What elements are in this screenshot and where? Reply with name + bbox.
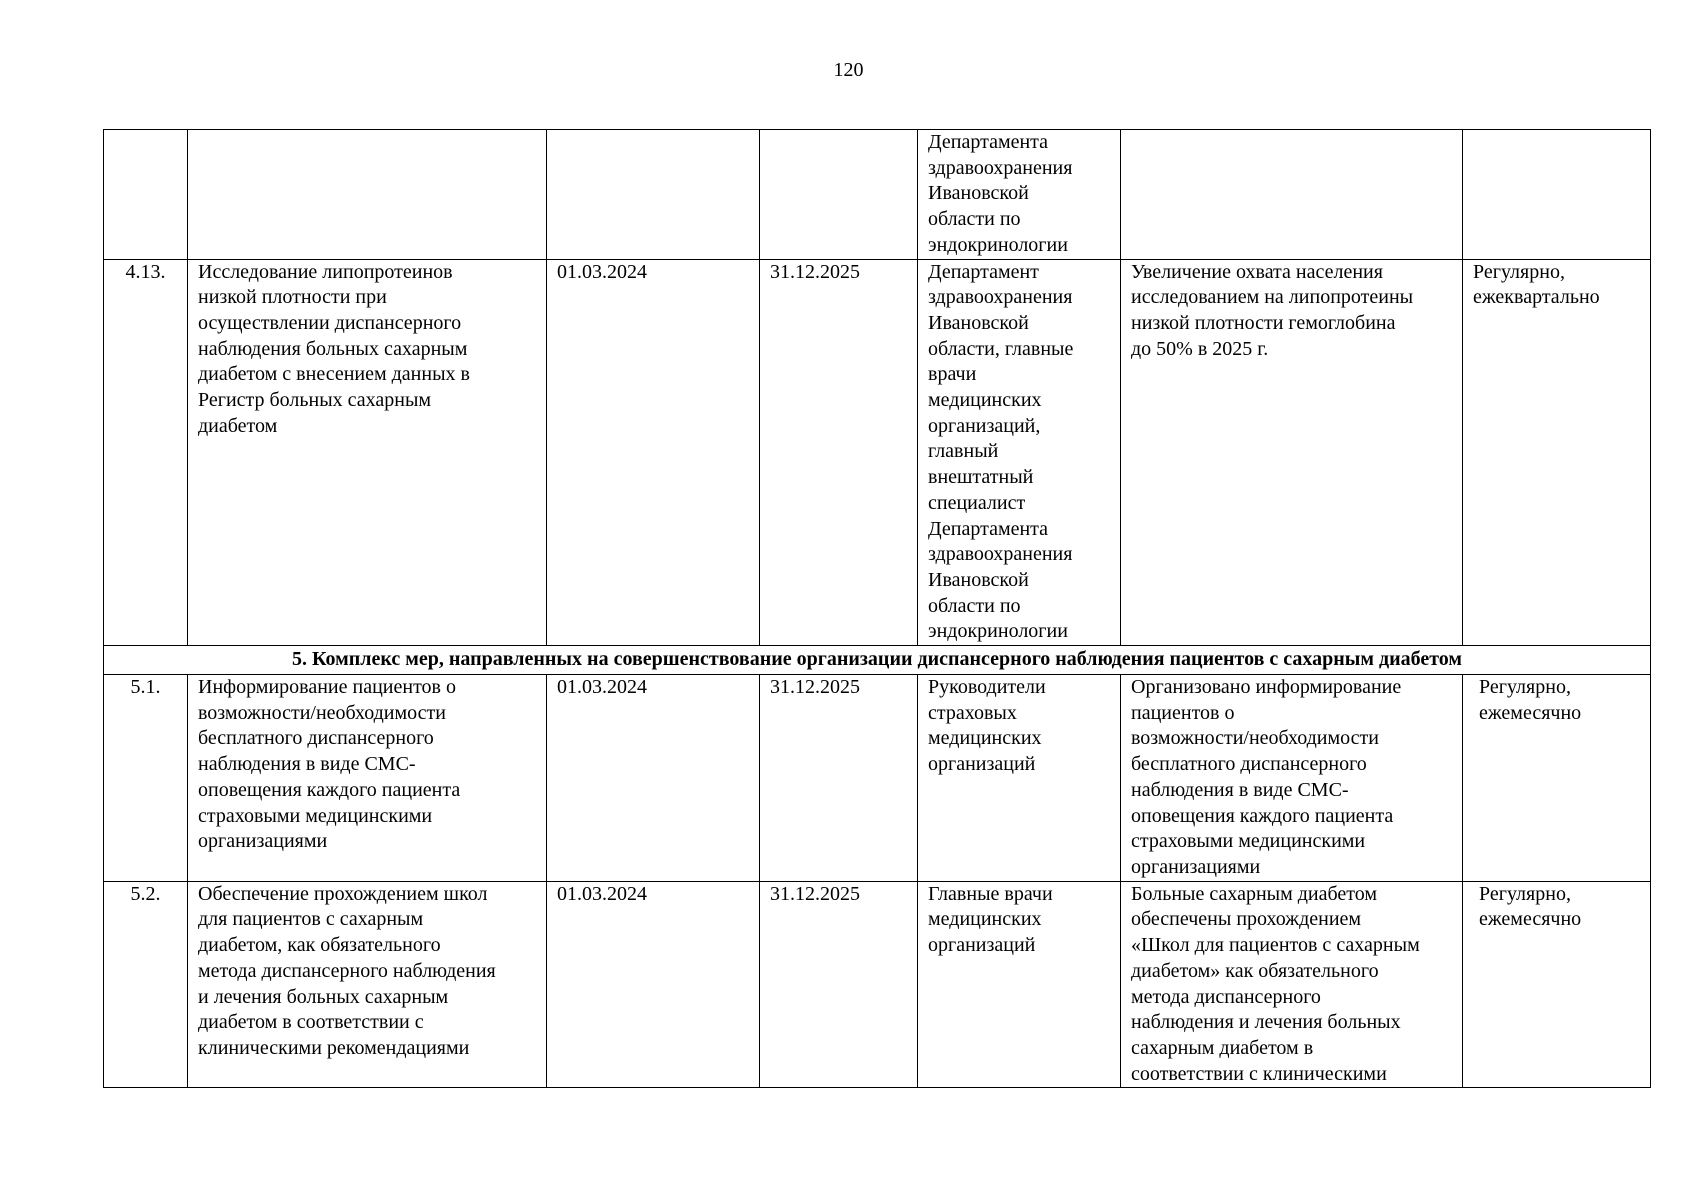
start-date-cell: 01.03.2024 [547,881,760,1088]
page-number: 120 [833,59,864,81]
result-cell: Увеличение охвата населения исследованием на липопротеины низкой плотности гемоглобина до 50% в 2025 г. [1121,259,1463,646]
start-date-cell [547,130,760,260]
table-row-5-2 [104,881,1651,1088]
table-row-4-13 [104,259,1651,646]
responsible-cell: Главные врачи медицинских организаций [918,881,1121,1088]
period-cell: Регулярно, ежемесячно [1463,675,1651,882]
row-number: 4.13. [104,259,188,646]
row-number: 5.1. [104,675,188,882]
period-cell: Регулярно, ежемесячно [1463,881,1651,1088]
result-cell: Больные сахарным диабетом обеспечены прохождением «Школ для пациентов с сахарным диабетом» как обязательного метода диспансерного наблюдения и лечения больных сахарным диабетом в соответствии с клиническими [1121,881,1463,1088]
start-date-cell: 01.03.2024 [547,259,760,646]
activity-cell: Обеспечение прохождением школ для пациентов с сахарным диабетом, как обязательного метода диспансерного наблюдения и лечения больных сахарным диабетом в соответствии с клиническими рекомендациями [188,881,547,1088]
section-5-title: 5. Комплекс мер, направленных на совершенствование организации диспансерного наблюдения пациентов с сахарным диабетом [104,646,1651,675]
table-row-5-1 [104,675,1651,882]
end-date-cell [760,130,918,260]
section-heading-row [104,646,1651,675]
table-row-continuation [104,130,1651,260]
result-cell [1121,130,1463,260]
responsible-cell: Департамента здравоохранения Ивановской области по эндокринологии [918,130,1121,260]
period-cell [1463,130,1651,260]
responsible-cell: Департамент здравоохранения Ивановской области, главные врачи медицинских организаций, главный внештатный специалист Департамента здравоохранения Ивановской области по эндокринологии [918,259,1121,646]
responsible-cell: Руководители страховых медицинских организаций [918,675,1121,882]
activity-cell [188,130,547,260]
row-number [104,130,188,260]
activity-cell: Информирование пациентов о возможности/необходимости бесплатного диспансерного наблюдения в виде СМС- оповещения каждого пациента страховыми медицинскими организациями [188,675,547,882]
start-date-cell: 01.03.2024 [547,675,760,882]
end-date-cell: 31.12.2025 [760,675,918,882]
row-number: 5.2. [104,881,188,1088]
end-date-cell: 31.12.2025 [760,259,918,646]
activity-cell: Исследование липопротеинов низкой плотности при осуществлении диспансерного наблюдения больных сахарным диабетом с внесением данных в Регистр больных сахарным диабетом [188,259,547,646]
end-date-cell: 31.12.2025 [760,881,918,1088]
period-cell: Регулярно, ежеквартально [1463,259,1651,646]
result-cell: Организовано информирование пациентов о возможности/необходимости бесплатного диспансерного наблюдения в виде СМС- оповещения каждого пациента страховыми медицинскими организациями [1121,675,1463,882]
activities-table [103,129,1651,1088]
